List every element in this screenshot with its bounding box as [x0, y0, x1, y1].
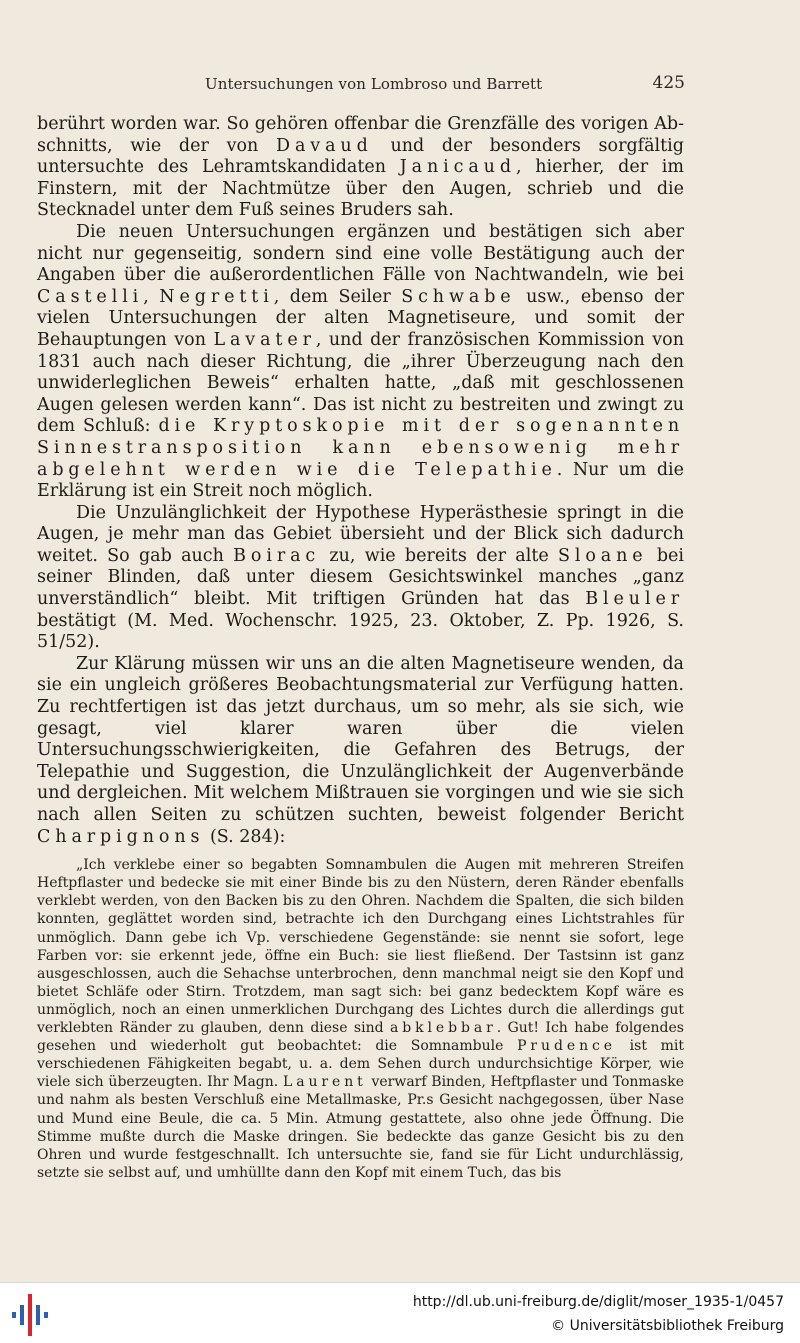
spaced-emphasis: Castelli: [37, 286, 144, 307]
logo-bar: [20, 1305, 24, 1325]
spaced-emphasis: Janicaud: [399, 157, 516, 178]
library-logo: [10, 1294, 50, 1336]
text-run: Die neuen Untersuchungen ergänzen und bestätigen sich aber nicht nur gegenseitig, sondern sind eine volle Bestätigung auch der Angaben über die außerordentlichen Fälle von Nachtwandeln, wie bei: [37, 221, 684, 286]
spaced-emphasis: Lavater: [213, 329, 316, 350]
logo-bar: [44, 1312, 48, 1318]
text-run: ist mit verschiedenen Fähigkeiten begabt, u. a. dem Sehen durch undurchsichtige Körper, wie viele sich überzeugten. Ihr Magn.: [37, 1038, 684, 1091]
logo-bar: [36, 1305, 40, 1325]
spaced-emphasis: Sloane: [557, 545, 648, 566]
paragraph: [37, 222, 684, 503]
permalink-link[interactable]: http://dl.ub.uni-freiburg.de/diglit/moser_1935-1/0457: [412, 1294, 784, 1310]
copyright-notice: © Universitätsbibliothek Freiburg: [551, 1318, 784, 1334]
text-run: und der besonders sorgfältig untersuchte des Lehramtskandidaten: [37, 135, 684, 178]
spaced-emphasis: Prudence: [517, 1038, 616, 1055]
text-run: . Nur um die Erklärung ist ein Streit noch möglich.: [37, 459, 684, 502]
text-run: Die Unzulänglichkeit der Hypothese Hyperästhesie springt in die Augen, je mehr man das Gebiet übersieht und der Blick sich dadurch weitet. So gab auch: [37, 502, 684, 566]
text-run: berührt worden war. So gehören offenbar die Grenzfälle des vorigen Abschnitts, wie der von: [37, 114, 684, 156]
page-header: [37, 75, 685, 99]
logo-bar: [28, 1294, 32, 1336]
viewer-footer: [0, 1282, 800, 1343]
text-run: (S. 284):: [204, 826, 286, 847]
spaced-emphasis: Davaud: [276, 135, 373, 156]
paragraph: [37, 114, 684, 222]
spaced-emphasis: Schwabe: [401, 286, 516, 307]
text-run: bestätigt (M. Med. Wochenschr. 1925, 23. Oktober, Z. Pp. 1926, S. 51/52).: [37, 610, 684, 653]
spaced-emphasis: Bleuler: [585, 589, 684, 610]
spaced-emphasis: Charpignons: [37, 826, 205, 847]
text-run: bei seiner Blinden, daß unter diesem Gesichtswinkel manches „ganz unverständlich“ bleibt. Mit triftigen Gründen hat das: [37, 545, 685, 610]
text-run: usw., ebenso der vielen Untersuchungen der alten Magnetiseure, und somit der Behauptungen von: [37, 286, 684, 350]
body-text: [37, 114, 684, 1182]
text-run: , dem Seiler: [273, 286, 402, 307]
text-run: verwarf Binden, Heftpflaster und Tonmaske und nahm als besten Verschluß eine Metallmaske, Pr.s Gesicht nachgegossen, über Nase und Mund eine Beule, die ca. 5 Min. Atmung gestattete, also ohne jede Öffnung. Die Stimme mußte durch die Maske dringen. Sie bedeckte das ganze Gesicht bis zu den Ohren und wurde festgeschnallt. Ich untersuchte sie, fand sie für Licht undurchlässig, setzte sie selbst auf, und umhüllte dann den Kopf mit einem Tuch, das bis: [37, 1074, 685, 1181]
text-run: , und der französischen Kommission von 1831 auch nach dieser Richtung, die „ihrer Überzeugung nach den unwiderleglichen Beweis“ erhalten hatte, „daß mit geschlossenen Augen gelesen werden kann“. Das ist nicht zu bestreiten und zwingt zu dem Schluß:: [37, 329, 684, 437]
text-run: . Gut! Ich habe folgendes gesehen und wiederholt gut beobachtet: die Somnambule: [37, 1020, 684, 1055]
spaced-emphasis: Laurent: [282, 1074, 367, 1091]
spaced-emphasis: die Kryptoskopie mit der sogenannten Sinnestransposition kann ebensowenig mehr abgelehnt werden wie die Telepathie: [37, 416, 685, 480]
paragraph: [37, 503, 684, 654]
text-run: , hierher, der im Finstern, mit der Nachtmütze über den Augen, schrieb und die Stecknadel unter dem Fuß seines Bruders sah.: [37, 157, 684, 221]
text-run: zu, wie bereits der alte: [320, 545, 558, 566]
text-run: Zur Klärung müssen wir uns an die alten Magnetiseure wenden, da sie ein ungleich größeres Beobachtungsmaterial zur Verfügung hatten. Zu rechtfertigen ist das jetzt durchaus, um so mehr, als sie sich, wie gesagt, viel klarer waren über die vielen Untersuchungsschwierigkeiten, die Gefahren des Betrugs, der Telepathie und Suggestion, die Unzulänglichkeit der Augenverbände und dergleichen. Mit welchem Mißtrauen sie vorgingen und wie sie sich nach allen Seiten zu schützen suchten, beweist folgender Bericht: [37, 653, 684, 825]
text-run: ,: [143, 286, 160, 307]
page-number: 425: [652, 73, 685, 93]
block-quote: [37, 856, 684, 1182]
paragraph: [37, 654, 684, 848]
spaced-emphasis: abklebbar: [389, 1020, 497, 1037]
spaced-emphasis: Boirac: [233, 545, 321, 566]
running-title: Untersuchungen von Lombroso und Barrett: [205, 75, 543, 93]
logo-bar: [12, 1312, 16, 1318]
spaced-emphasis: Negretti: [159, 286, 274, 307]
text-run: „Ich verklebe einer so begabten Somnambulen die Augen mit mehreren Streifen Heftpflaster und bedecke sie mit einer Binde bis zu den Nüstern, deren Ränder ebenfalls verklebt werden, von den Backen bis zu den Ohren. Nachdem die Spalten, die sich bilden konnten, geglättet worden sind, betrachte ich den Durchgang eines Lichtstrahles für unmöglich. Dann gebe ich Vp. verschiedene Gegenstände: sie nennt sie sofort, lege Farben vor: sie erkennt jede, öffne ein Buch: sie liest fließend. Der Tastsinn ist ganz ausgeschlossen, auch die Sehachse unterbrochen, denn manchmal neigt sie den Kopf und bietet Schläfe oder Stirn. Trotzdem, man sagt sich: bei ganz bedecktem Kopf wäre es unmöglich, noch an einen unmerklichen Durchgang des Lichtes durch die allerdings gut verklebten Ränder zu glauben, denn diese sind: [37, 857, 684, 1037]
